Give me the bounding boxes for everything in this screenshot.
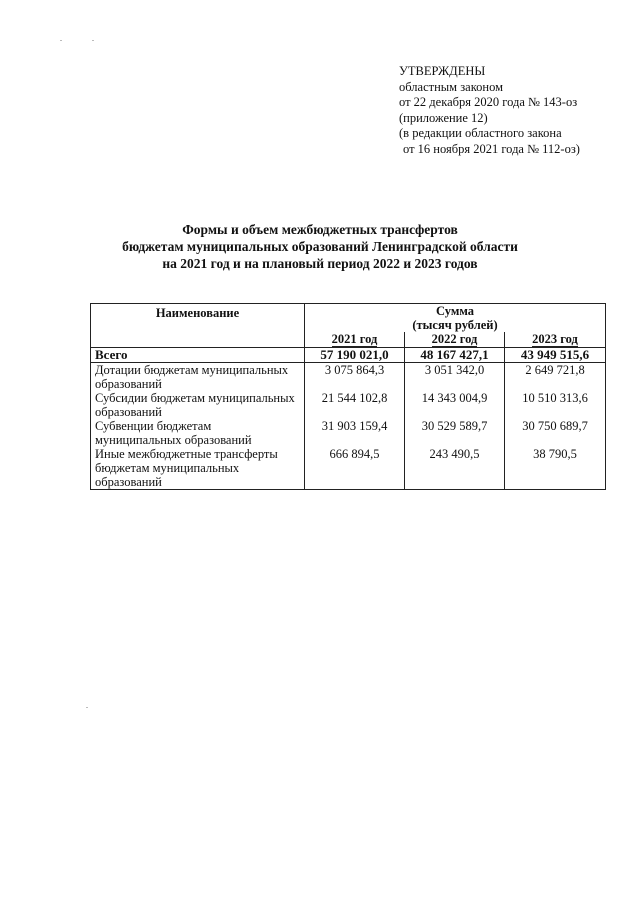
header-year: 2022 год bbox=[405, 332, 505, 348]
row-label: Иные межбюджетные трансферты бюджетам муниципальных образований bbox=[91, 447, 305, 490]
approval-block bbox=[399, 64, 629, 158]
row-value: 31 903 159,4 bbox=[305, 419, 405, 447]
approval-line: областным законом bbox=[399, 79, 504, 94]
row-value: 48 167 427,1 bbox=[405, 348, 505, 363]
row-value: 3 075 864,3 bbox=[305, 363, 405, 392]
header-name: Наименование bbox=[91, 304, 305, 348]
approval-line: от 22 декабря 2020 года № 143-оз bbox=[399, 95, 578, 110]
header-year: 2021 год bbox=[305, 332, 405, 348]
table-row-total bbox=[91, 348, 606, 363]
table-row bbox=[91, 447, 606, 490]
row-value: 30 529 589,7 bbox=[405, 419, 505, 447]
title-line: бюджетам муниципальных образований Ленинградской области bbox=[122, 239, 518, 254]
row-value: 2 649 721,8 bbox=[505, 363, 606, 392]
row-value: 43 949 515,6 bbox=[505, 348, 606, 363]
row-value: 666 894,5 bbox=[305, 447, 405, 490]
row-value: 30 750 689,7 bbox=[505, 419, 606, 447]
header-sum-title: Сумма bbox=[436, 304, 475, 318]
row-value: 10 510 313,6 bbox=[505, 391, 606, 419]
scan-speck bbox=[86, 707, 88, 708]
approval-line: от 16 ноября 2021 года № 112-оз) bbox=[403, 141, 580, 156]
scan-speck bbox=[60, 40, 62, 41]
row-label: Субвенции бюджетам муниципальных образований bbox=[91, 419, 305, 447]
row-label: Всего bbox=[91, 348, 305, 363]
row-value: 21 544 102,8 bbox=[305, 391, 405, 419]
row-label: Дотации бюджетам муниципальных образований bbox=[91, 363, 305, 392]
title-line: Формы и объем межбюджетных трансфертов bbox=[182, 222, 458, 237]
row-value: 243 490,5 bbox=[405, 447, 505, 490]
transfers-table bbox=[90, 303, 606, 490]
row-label: Субсидии бюджетам муниципальных образований bbox=[91, 391, 305, 419]
table-row bbox=[91, 391, 606, 419]
row-value: 57 190 021,0 bbox=[305, 348, 405, 363]
approval-line: (приложение 12) bbox=[399, 110, 488, 125]
row-value: 14 343 004,9 bbox=[405, 391, 505, 419]
header-sum bbox=[305, 304, 606, 333]
document-title bbox=[60, 221, 580, 272]
table-row bbox=[91, 363, 606, 392]
row-value: 38 790,5 bbox=[505, 447, 606, 490]
title-line: на 2021 год и на плановый период 2022 и 2023 годов bbox=[162, 256, 478, 271]
table-row bbox=[91, 419, 606, 447]
scan-speck bbox=[92, 40, 94, 41]
table-header-row bbox=[91, 304, 606, 333]
header-sum-unit: (тысяч рублей) bbox=[412, 318, 498, 332]
approval-line: (в редакции областного закона bbox=[399, 126, 562, 141]
row-value: 3 051 342,0 bbox=[405, 363, 505, 392]
approval-heading: УТВЕРЖДЕНЫ bbox=[399, 64, 486, 78]
header-year: 2023 год bbox=[505, 332, 606, 348]
